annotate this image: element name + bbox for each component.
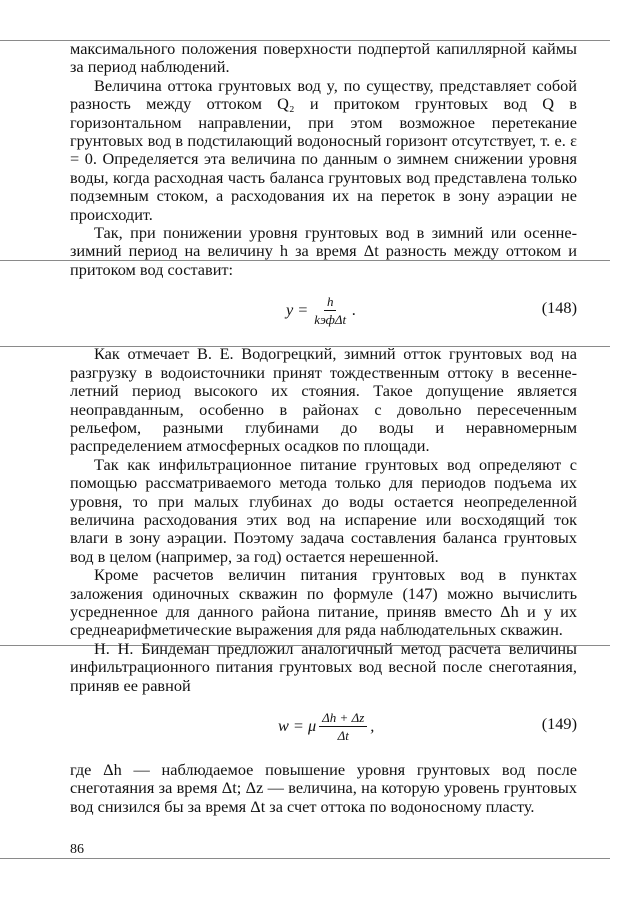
- paragraph-3: Так, при понижении уровня грунтовых вод в зимний или осенне-зимний период на величину h за время Δt разность между оттоком и притоком вод составит:: [70, 223, 577, 279]
- document-page: [70, 40, 577, 816]
- formula-149-lhs: w = μ: [278, 715, 317, 735]
- formula-148-fraction: [311, 294, 349, 327]
- paragraph-4: Как отмечает В. Е. Водогрецкий, зимний отток грунтовых вод на разгрузку в водоисточники принят тождественным оттоку в весенне-летний период высокого их стояния. Такое допущение является неоправданным, особенно в районах с довольно пересеченным рельефом, разными глубинами до воды и неравномерным распределением атмосферных осадков по площади.: [70, 344, 577, 456]
- formula-149-denominator: Δt: [337, 727, 349, 743]
- formula-149: [70, 697, 577, 755]
- formula-149-expression: [278, 697, 374, 755]
- scan-line-bottom: [0, 858, 610, 859]
- paragraph-8: где Δh — наблюдаемое повышение уровня грунтовых вод после снеготаяния за время Δt; Δz — величина, на которую уровень грунтовых вод снизился бы за время Δt за счет оттока по водоносному пласту.: [70, 760, 577, 816]
- formula-149-number: (149): [541, 714, 577, 733]
- paragraph-5: Так как инфильтрационное питание грунтовых вод определяют с помощью рассматриваемого метода только для периодов подъема их уровня, то при малых глубинах до воды остается неопределенной величина расходования этих вод на испарение или восходящий ток влаги в зону аэрации. Поэтому задача составления баланса грунтовых вод в целом (например, за год) остается нерешенной.: [70, 454, 577, 566]
- paragraph-1: максимального положения поверхности подпертой капиллярной каймы за период наблюдений.: [70, 39, 577, 77]
- formula-148-tail: .: [352, 300, 357, 320]
- formula-148-numerator: h: [324, 294, 337, 311]
- formula-149-fraction: [319, 710, 367, 743]
- paragraph-7: Н. Н. Биндеман предложил аналогичный метод расчета величины инфильтрационного питания грунтовых вод весной после снеготаяния, приняв ее равной: [70, 638, 577, 695]
- formula-148-lhs: y =: [286, 300, 309, 320]
- paragraph-2: Величина оттока грунтовых вод y, по существу, представляет собой разность между оттоком Q₂ и притоком грунтовых вод Q в горизонтальном направлении, при этом возможное перетекание грунтовых вод в подстилающий водоносный горизонт отсутствует, т. е. ε = 0. Определяется эта величина по данным о зимнем снижении уровня воды, когда расходная часть баланса грунтовых вод представлена только подземным стоком, а расходования их на переток в зону аэрации не происходит.: [70, 75, 577, 224]
- formula-149-tail: ,: [370, 715, 375, 735]
- paragraph-6: Кроме расчетов величин питания грунтовых вод в пунктах заложения одиночных скважин по формуле (147) можно вычислить усредненное для данного района питание, приняв вместо Δh и y их среднеарифметические выражения для ряда наблюдательных скважин.: [70, 565, 577, 640]
- page-number: 86: [70, 842, 84, 857]
- formula-148: [70, 281, 577, 339]
- formula-148-expression: [286, 281, 356, 339]
- formula-149-numerator: Δh + Δz: [319, 710, 367, 727]
- formula-148-denominator: kэфΔt: [314, 311, 347, 327]
- formula-148-number: (148): [541, 298, 577, 318]
